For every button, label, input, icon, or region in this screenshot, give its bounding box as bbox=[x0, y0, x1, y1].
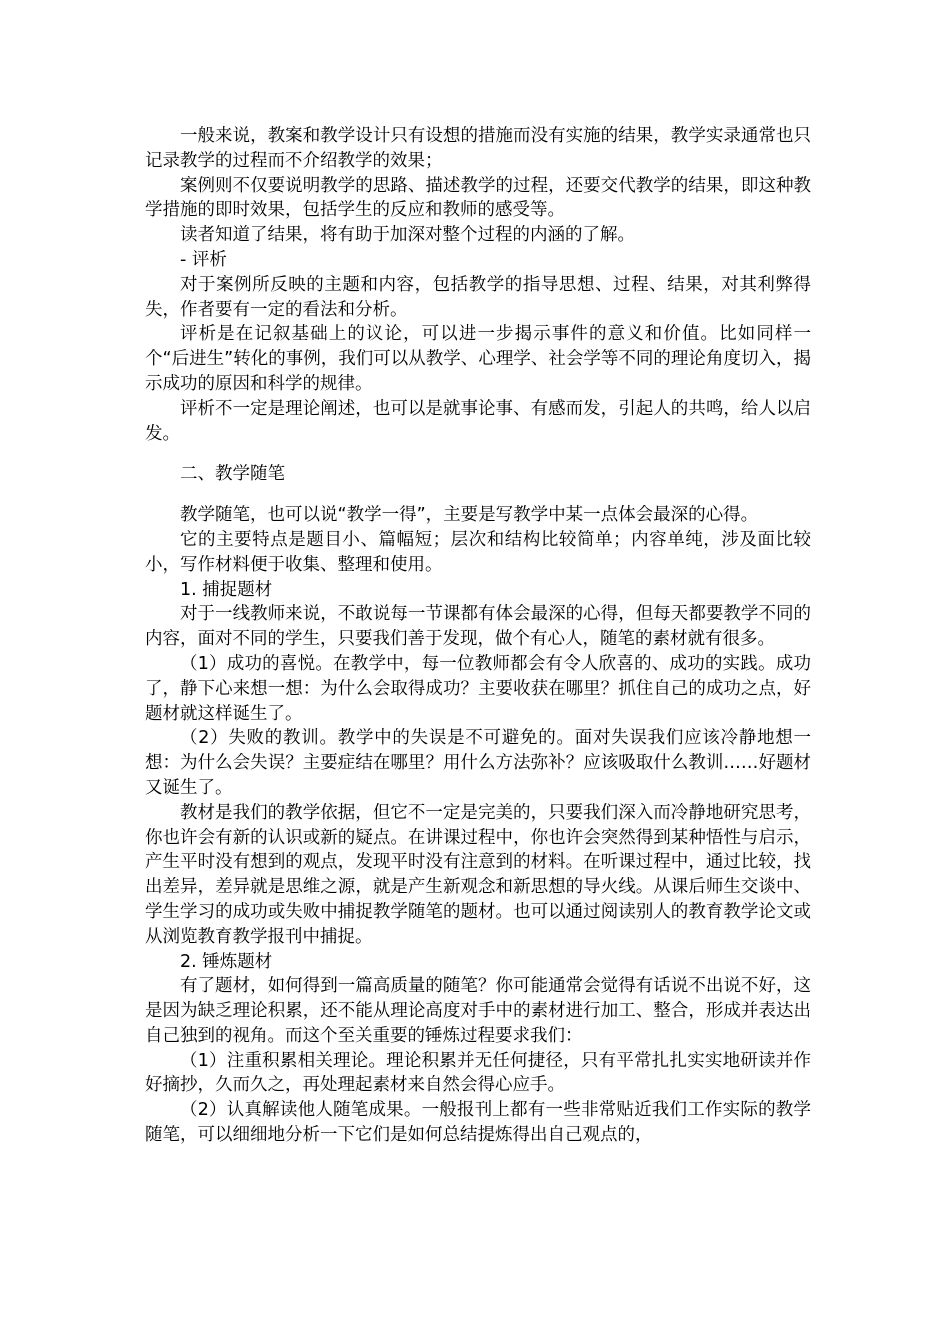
section-heading: 二、教学随笔 bbox=[180, 464, 285, 485]
paragraph: 对于一线教师来说，不敢说每一节课都有体会最深的心得，但每天都要教学不同的内容，面对不同的学生，只要我们善于发现，做个有心人，随笔的素材就有很多。 bbox=[145, 604, 811, 650]
paragraph: （2）认真解读他人随笔成果。一般报刊上都有一些非常贴近我们工作实际的教学随笔，可以细细地分析一下它们是如何总结提炼得出自己观点的， bbox=[145, 1100, 811, 1146]
paragraph: 评析不一定是理论阐述，也可以是就事论事、有感而发，引起人的共鸣，给人以启发。 bbox=[145, 398, 811, 444]
paragraph: （1）成功的喜悦。在教学中，每一位教师都会有令人欣喜的、成功的实践。成功了，静下心来想一想：为什么会取得成功？主要收获在哪里？抓住自己的成功之点，好题材就这样诞生了。 bbox=[145, 653, 811, 724]
paragraph: （2）失败的教训。教学中的失误是不可避免的。面对失误我们应该冷静地想一想：为什么会失误？主要症结在哪里？用什么方法弥补？应该吸取什么教训……好题材又诞生了。 bbox=[145, 728, 811, 798]
paragraph: 读者知道了结果，将有助于加深对整个过程的内涵的了解。 bbox=[180, 225, 635, 246]
paragraph: 教材是我们的教学依据，但它不一定是完美的，只要我们深入而冷静地研究思考，你也许会有新的认识或新的疑点。在讲课过程中，你也许会突然得到某种悟性与启示，产生平时没有想到的观点，发现平时没有注意到的材料。在听课过程中，通过比较，找出差异，差异就是思维之源，就是产生新观念和新思想的导火线。从课后师生交谈中、学生学习的成功或失败中捕捉教学随笔的题材。也可以通过阅读别人的教育教学论文或从浏览教育教学报刊中捕捉。 bbox=[145, 802, 811, 947]
paragraph: 教学随笔，也可以说“教学一得”，主要是写教学中某一点体会最深的心得。 bbox=[180, 505, 759, 526]
subheading: - 评析 bbox=[180, 249, 227, 270]
paragraph: 它的主要特点是题目小、篇幅短；层次和结构比较简单；内容单纯，涉及面比较小，写作材料便于收集、整理和使用。 bbox=[145, 529, 811, 575]
document-body bbox=[145, 124, 811, 1148]
paragraph: 一般来说，教案和教学设计只有设想的措施而没有实施的结果，教学实录通常也只记录教学的过程而不介绍教学的效果； bbox=[145, 126, 811, 171]
subheading: 2. 锤炼题材 bbox=[180, 951, 273, 972]
paragraph: 案例则不仅要说明教学的思路、描述教学的过程，还要交代教学的结果，即这种教学措施的即时效果，包括学生的反应和教师的感受等。 bbox=[145, 175, 811, 221]
paragraph: 评析是在记叙基础上的议论，可以进一步揭示事件的意义和价值。比如同样一个“后进生”转化的事例，我们可以从教学、心理学、社会学等不同的理论角度切入，揭示成功的原因和科学的规律。 bbox=[145, 324, 811, 394]
spacer bbox=[145, 487, 811, 503]
subheading: 1. 捕捉题材 bbox=[180, 579, 273, 600]
paragraph: 有了题材，如何得到一篇高质量的随笔？你可能通常会觉得有话说不出说不好，这是因为缺乏理论积累，还不能从理论高度对手中的素材进行加工、整合，形成并表达出自己独到的视角。而这个至关重要的锤炼过程要求我们： bbox=[145, 976, 811, 1046]
spacer bbox=[145, 446, 811, 462]
paragraph: 对于案例所反映的主题和内容，包括教学的指导思想、过程、结果，对其利弊得失，作者要有一定的看法和分析。 bbox=[145, 274, 811, 320]
paragraph: （1）注重积累相关理论。理论积累并无任何捷径，只有平常扎扎实实地研读并作好摘抄，久而久之，再处理起素材来自然会得心应手。 bbox=[145, 1050, 811, 1096]
